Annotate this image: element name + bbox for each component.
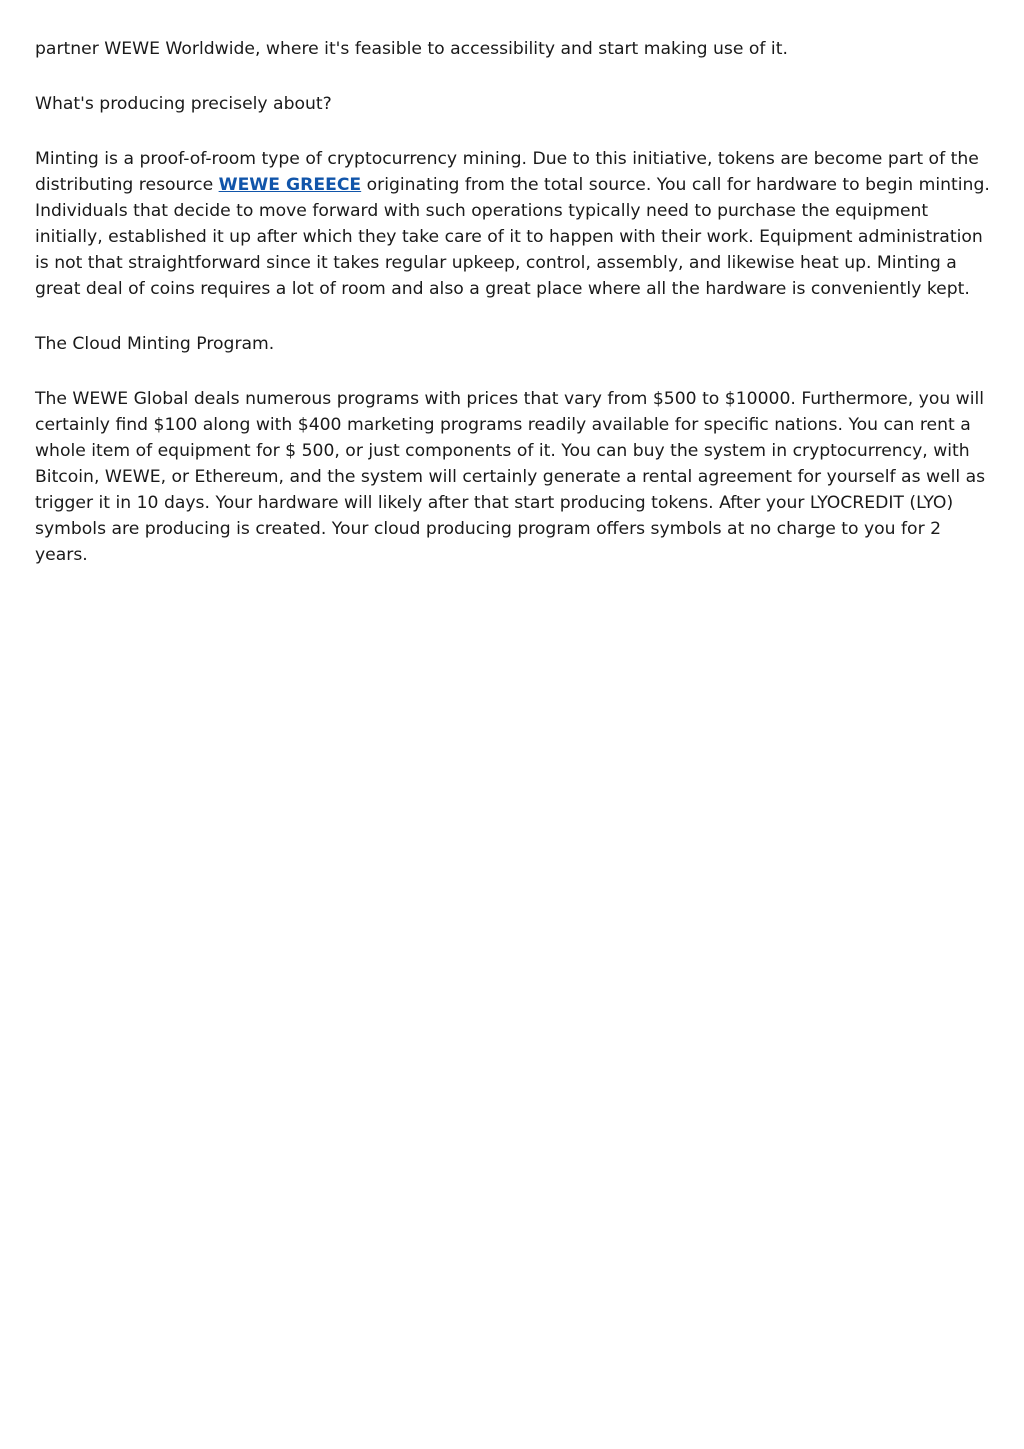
wewe-greece-link[interactable]: WEWE GREECE (218, 175, 362, 195)
paragraph-minting-text-after: originating from the total source. You call for hardware to begin minting. Individuals that decide to move forward with such operations typically need to purchase the equipment initially, established it up after which they take care of it to happen with their work. Equipment administration is not that straightforward since it takes regular upkeep, control, assembly, and likewise heat up. Minting a great deal of coins requires a lot of room and also a great place where all the hardware is conveniently kept. (35, 175, 990, 299)
paragraph-minting-text-before: Minting is a proof-of-room type of cryptocurrency mining. Due to this initiative, tokens are become part of the distributing resource (35, 149, 979, 195)
paragraph-minting (35, 146, 995, 302)
paragraph-intro: partner WEWE Worldwide, where it's feasible to accessibility and start making use of it. (35, 39, 788, 59)
section-heading-cloud-minting: The Cloud Minting Program. (35, 334, 275, 354)
paragraph-programs: The WEWE Global deals numerous programs with prices that vary from $500 to $10000. Furthermore, you will certainly find $100 along with $400 marketing programs readily available for specific nations. You can rent a whole item of equipment for $ 500, or just components of it. You can buy the system in cryptocurrency, with Bitcoin, WEWE, or Ethereum, and the system will certainly generate a rental agreement for yourself as well as trigger it in 10 days. Your hardware will likely after that start producing tokens. After your LYOCREDIT (LYO) symbols are producing is created. Your cloud producing program offers symbols at no charge to you for 2 years. (35, 389, 986, 565)
document-body (35, 36, 995, 597)
paragraph-question: What's producing precisely about? (35, 94, 332, 114)
